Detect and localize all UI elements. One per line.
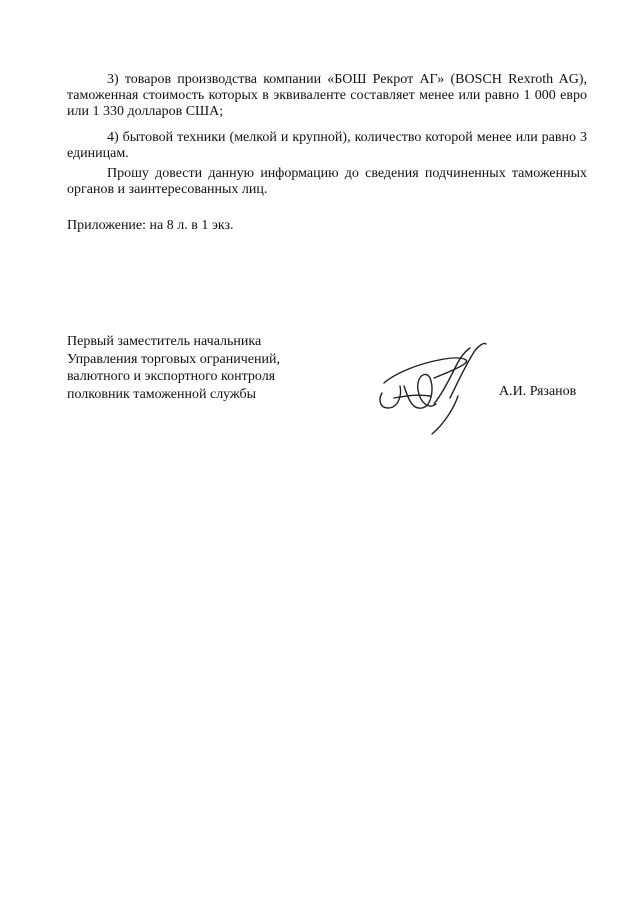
signatory-name: А.И. Рязанов xyxy=(499,384,577,399)
signatory-title-line: Управления торговых ограничений, xyxy=(67,351,280,367)
handwritten-signature xyxy=(374,338,494,438)
paragraph-item-3: 3) товаров производства компании «БОШ Рекрот АГ» (BOSCH Rexroth AG), таможенная стоимость которых в эквиваленте составляет менее или равно 1 000 евро или 1 330 долларов США; xyxy=(67,72,587,119)
paragraph-item-4: 4) бытовой техники (мелкой и крупной), количество которой менее или равно 3 единицам. xyxy=(67,130,587,161)
signatory-title xyxy=(67,333,280,403)
signatory-title-line: полковник таможенной службы xyxy=(67,386,257,402)
appendix-note: Приложение: на 8 л. в 1 экз. xyxy=(67,218,234,233)
paragraph-request: Прошу довести данную информацию до сведения подчиненных таможенных органов и заинтересованных лиц. xyxy=(67,166,587,197)
signatory-title-line: валютного и экспортного контроля xyxy=(67,369,276,384)
signatory-title-line: Первый заместитель начальника xyxy=(67,334,262,349)
